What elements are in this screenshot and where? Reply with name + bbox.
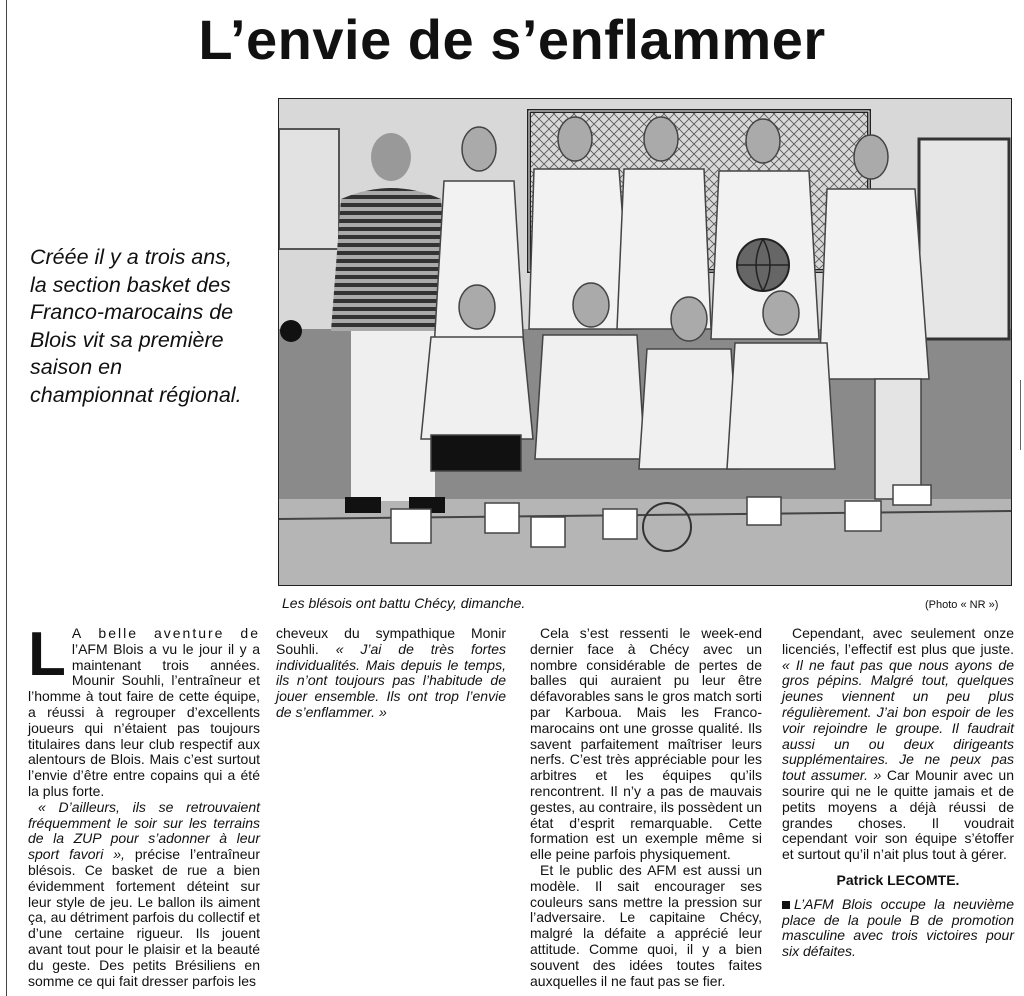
article-paragraph-5: Cependant, avec seulement onze licenciés, l’effectif est plus que juste. — [782, 625, 1014, 657]
coach-quote-1: « D’ailleurs, ils se retrouvaient fréquemment le soir sur les terrains de la ZUP pour s’adonner à leur sport favori », — [28, 798, 260, 863]
drop-cap: L — [28, 620, 66, 689]
coach-quote-3: « Il ne faut pas que nous ayons de gros pépins. Malgré tout, quelques jeunes viennent un peu plus régulièrement. J’ai bon espoir de les voir rejoindre le groupe. Il faudrait aussi un ou deux dirigeants supplémentaires. Je ne peux pas tout assumer. » — [782, 656, 1014, 784]
article-paragraph-2: précise l’entraîneur blésois. Ce basket de rue a bien évidemment fortement déteint sur leur style de jeu. Le ballon ils aiment ça, au détriment parfois du collectif et d’une certaine rigueur. Ils jouent avant tout pour le plaisir et la beauté du geste. Des petits Brésiliens en somme ce qui fait dresser parfois les — [28, 846, 260, 989]
article-paragraph-2-cont: cheveux du sympathique Monir Souhli. — [276, 625, 506, 657]
article-column-2 — [276, 626, 506, 721]
author-signature: Patrick LECOMTE. — [836, 871, 960, 888]
photo-credit: (Photo « NR ») — [925, 599, 999, 611]
photo-caption: Les blésois ont battu Chécy, dimanche. — [282, 595, 526, 611]
headline: L’envie de s’enflammer — [198, 8, 826, 71]
article-column-4 — [782, 626, 1014, 960]
page-edge-mark — [1020, 380, 1021, 450]
article-first-words: A belle aventure de — [71, 625, 260, 641]
article-paragraph-3: Cela s’est ressenti le week-end dernier face à Chécy avec un nombre considérable de pertes de balles qui auraient pu leur être défavorables sans le gros match sorti par Karboua. Mais les Franco-marocains ont une grosse qualité. Ils savent parfaitement maîtriser leurs nerfs. C’est très appréciable pour les arbitres et les équipes qu’ils rencontrent. Il n’y a pas de mauvais gestes, au contraire, ils possèdent un état d’esprit remarquable. Cette formation est un exemple même si elle peine parfois physiquement. — [530, 625, 762, 863]
article-paragraph-4: Et le public des AFM est aussi un modèle. Il sait encourager ses couleurs sans mettre la pression sur l’adversaire. Le capitaine Chécy, malgré la défaite a apprécié leur attitude. Comme quoi, il y a bien souvent des idées toutes faites auxquelles il ne faut pas se fier. — [530, 861, 762, 989]
coach-quote-2-cont: « J’ai de très fortes individualités. Mais depuis le temps, ils n’ont toujours pas l’habitude de jouer ensemble. Ils ont trop l’envie de s’enflammer. » — [276, 640, 506, 720]
chapeau-intro: Créée il y a trois ans, la section basket des Franco-marocains de Blois vit sa première saison en championnat régional. — [30, 245, 242, 407]
article-column-1 — [28, 620, 260, 989]
article-column-3 — [530, 626, 762, 989]
team-photo — [278, 98, 1012, 586]
standings-note: L’AFM Blois occupe la neuvième place de la poule B de promotion masculine avec trois victoires pour six défaites. — [782, 895, 1014, 960]
article-paragraph-1: l’AFM Blois a vu le jour il y a maintenant trois années. Mounir Souhli, l’entraîneur et l’homme à tout faire de cette équipe, a réussi à regrouper d’excellents joueurs qui n’étaient pas toujours titulaires dans leur club respectif aux alentours de Blois. Mais c’est surtout l’envie d’être entre copains qui a été la plus forte. — [28, 640, 260, 799]
article-paragraph-5-end: Car Mounir avec un sourire qui ne le quitte jamais et de petits moyens a déjà réussi de grandes choses. Il voudrait cependant voir son équipe s’étoffer et surtout qu’il n’ait plus tout à gérer. — [782, 767, 1014, 863]
page-border-line — [6, 0, 7, 996]
basketball — [737, 239, 789, 291]
bullet-square-icon — [782, 901, 790, 909]
